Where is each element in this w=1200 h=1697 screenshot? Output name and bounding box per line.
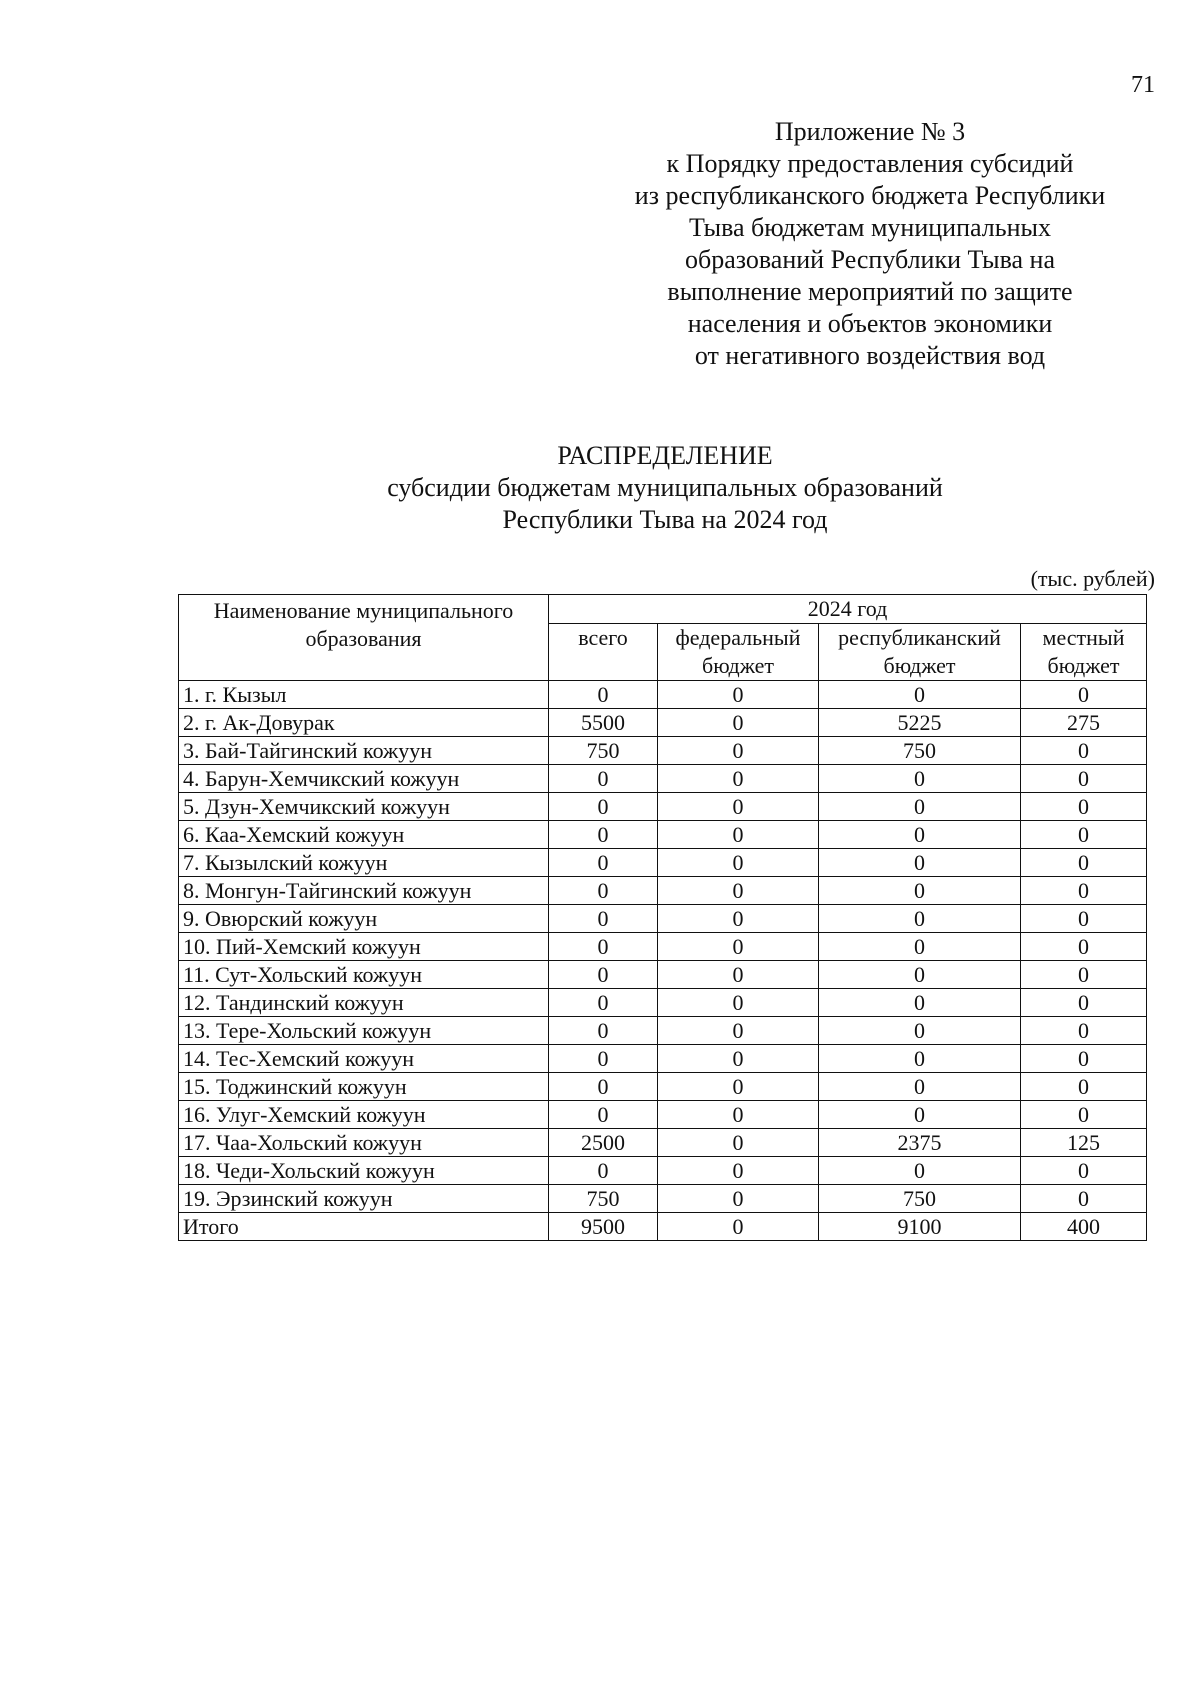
title-line-1: субсидии бюджетам муниципальных образований [387,473,943,502]
cell-total: 750 [549,1185,658,1213]
distribution-table [178,594,1147,1241]
cell-total: 2500 [549,1129,658,1157]
municipality-name: 6. Каа-Хемский кожуун [179,821,549,849]
municipality-name: 14. Тес-Хемский кожуун [179,1045,549,1073]
cell-federal: 0 [658,989,819,1017]
page-number: 71 [1131,72,1155,98]
cell-federal: 0 [658,709,819,737]
cell-republican: 0 [819,793,1021,821]
cell-federal: 0 [658,1017,819,1045]
municipality-name: 1. г. Кызыл [179,681,549,709]
cell-federal: 0 [658,933,819,961]
total-row [179,1213,1147,1241]
title-heading: РАСПРЕДЕЛЕНИЕ [557,441,773,470]
cell-total: 0 [549,1157,658,1185]
table-row [179,989,1147,1017]
municipality-name: 4. Барун-Хемчикский кожуун [179,765,549,793]
title-line-2: Республики Тыва на 2024 год [502,505,828,534]
cell-total: 0 [549,905,658,933]
appendix-line: выполнение мероприятий по защите [667,277,1073,306]
municipality-name: 17. Чаа-Хольский кожуун [179,1129,549,1157]
cell-republican: 0 [819,961,1021,989]
header-republican: республиканский бюджет [819,624,1021,681]
cell-total: 5500 [549,709,658,737]
municipality-name: 18. Чеди-Хольский кожуун [179,1157,549,1185]
table-row [179,1157,1147,1185]
cell-local: 125 [1021,1129,1147,1157]
header-total: всего [549,624,658,681]
appendix-line: образований Республики Тыва на [684,245,1056,274]
cell-federal: 0 [658,849,819,877]
municipality-name: 13. Тере-Хольский кожуун [179,1017,549,1045]
cell-local: 0 [1021,1101,1147,1129]
cell-total: 0 [549,1045,658,1073]
municipality-name: 11. Сут-Хольский кожуун [179,961,549,989]
cell-federal: 0 [658,821,819,849]
cell-total: 9500 [549,1213,658,1241]
table-row [179,793,1147,821]
table-row [179,849,1147,877]
cell-federal: 0 [658,793,819,821]
cell-republican: 0 [819,1017,1021,1045]
cell-federal: 0 [658,1045,819,1073]
cell-total: 0 [549,1017,658,1045]
cell-federal: 0 [658,1073,819,1101]
cell-republican: 0 [819,849,1021,877]
table-row [179,1185,1147,1213]
table-row [179,1045,1147,1073]
table-row [179,1129,1147,1157]
cell-local: 0 [1021,905,1147,933]
cell-total: 0 [549,933,658,961]
cell-federal: 0 [658,961,819,989]
cell-local: 400 [1021,1213,1147,1241]
cell-republican: 0 [819,681,1021,709]
cell-federal: 0 [658,905,819,933]
document-title [240,440,1090,536]
cell-total: 0 [549,877,658,905]
table-row [179,709,1147,737]
header-local: местный бюджет [1021,624,1147,681]
cell-republican: 750 [819,737,1021,765]
cell-republican: 0 [819,821,1021,849]
cell-total: 0 [549,765,658,793]
table-row [179,681,1147,709]
cell-republican: 0 [819,877,1021,905]
municipality-name: 5. Дзун-Хемчикский кожуун [179,793,549,821]
cell-republican: 0 [819,905,1021,933]
cell-local: 0 [1021,1185,1147,1213]
cell-federal: 0 [658,1129,819,1157]
table-row [179,933,1147,961]
table-row [179,961,1147,989]
cell-total: 750 [549,737,658,765]
appendix-block [600,116,1140,372]
table-row [179,1017,1147,1045]
cell-federal: 0 [658,1101,819,1129]
cell-republican: 750 [819,1185,1021,1213]
cell-total: 0 [549,849,658,877]
appendix-line: Тыва бюджетам муниципальных [689,213,1051,242]
cell-federal: 0 [658,737,819,765]
cell-republican: 0 [819,765,1021,793]
cell-republican: 0 [819,989,1021,1017]
appendix-line: населения и объектов экономики [687,309,1053,338]
municipality-name: 16. Улуг-Хемский кожуун [179,1101,549,1129]
municipality-name: 2. г. Ак-Довурак [179,709,549,737]
cell-local: 0 [1021,821,1147,849]
cell-federal: 0 [658,877,819,905]
cell-local: 0 [1021,681,1147,709]
appendix-line: Приложение № 3 [774,117,966,146]
cell-total: 0 [549,793,658,821]
cell-republican: 0 [819,1157,1021,1185]
table-row [179,1073,1147,1101]
cell-republican: 0 [819,1045,1021,1073]
municipality-name: 12. Тандинский кожуун [179,989,549,1017]
cell-republican: 0 [819,1101,1021,1129]
cell-federal: 0 [658,765,819,793]
cell-total: 0 [549,821,658,849]
cell-total: 0 [549,1073,658,1101]
header-federal: федеральный бюджет [658,624,819,681]
municipality-name: 8. Монгун-Тайгинский кожуун [179,877,549,905]
municipality-name: 10. Пий-Хемский кожуун [179,933,549,961]
table-body [179,681,1147,1241]
table-row [179,737,1147,765]
cell-federal: 0 [658,1157,819,1185]
cell-total: 0 [549,989,658,1017]
cell-federal: 0 [658,681,819,709]
cell-local: 0 [1021,1045,1147,1073]
cell-total: 0 [549,961,658,989]
table-row [179,1101,1147,1129]
appendix-line: из республиканского бюджета Республики [634,181,1106,210]
cell-total: 0 [549,1101,658,1129]
cell-local: 0 [1021,961,1147,989]
cell-local: 0 [1021,933,1147,961]
cell-republican: 2375 [819,1129,1021,1157]
municipality-name: 3. Бай-Тайгинский кожуун [179,737,549,765]
table-row [179,821,1147,849]
cell-local: 0 [1021,737,1147,765]
table-row [179,765,1147,793]
cell-local: 0 [1021,793,1147,821]
municipality-name: 19. Эрзинский кожуун [179,1185,549,1213]
cell-total: 0 [549,681,658,709]
units-label: (тыс. рублей) [1030,566,1155,591]
cell-local: 0 [1021,989,1147,1017]
cell-republican: 5225 [819,709,1021,737]
cell-republican: 9100 [819,1213,1021,1241]
appendix-line: от негативного воздействия вод [694,341,1046,370]
municipality-name: Итого [179,1213,549,1241]
cell-republican: 0 [819,933,1021,961]
cell-local: 0 [1021,877,1147,905]
cell-local: 0 [1021,1073,1147,1101]
cell-federal: 0 [658,1213,819,1241]
header-year: 2024 год [549,595,1147,624]
municipality-name: 9. Овюрский кожуун [179,905,549,933]
table-row [179,877,1147,905]
cell-local: 0 [1021,1017,1147,1045]
appendix-line: к Порядку предоставления субсидий [666,149,1074,178]
cell-local: 0 [1021,1157,1147,1185]
municipality-name: 15. Тоджинский кожуун [179,1073,549,1101]
cell-local: 0 [1021,765,1147,793]
cell-republican: 0 [819,1073,1021,1101]
cell-federal: 0 [658,1185,819,1213]
header-row [179,595,1147,624]
header-name: Наименование муниципального образования [179,595,549,681]
cell-local: 0 [1021,849,1147,877]
municipality-name: 7. Кызылский кожуун [179,849,549,877]
cell-local: 275 [1021,709,1147,737]
table-row [179,905,1147,933]
